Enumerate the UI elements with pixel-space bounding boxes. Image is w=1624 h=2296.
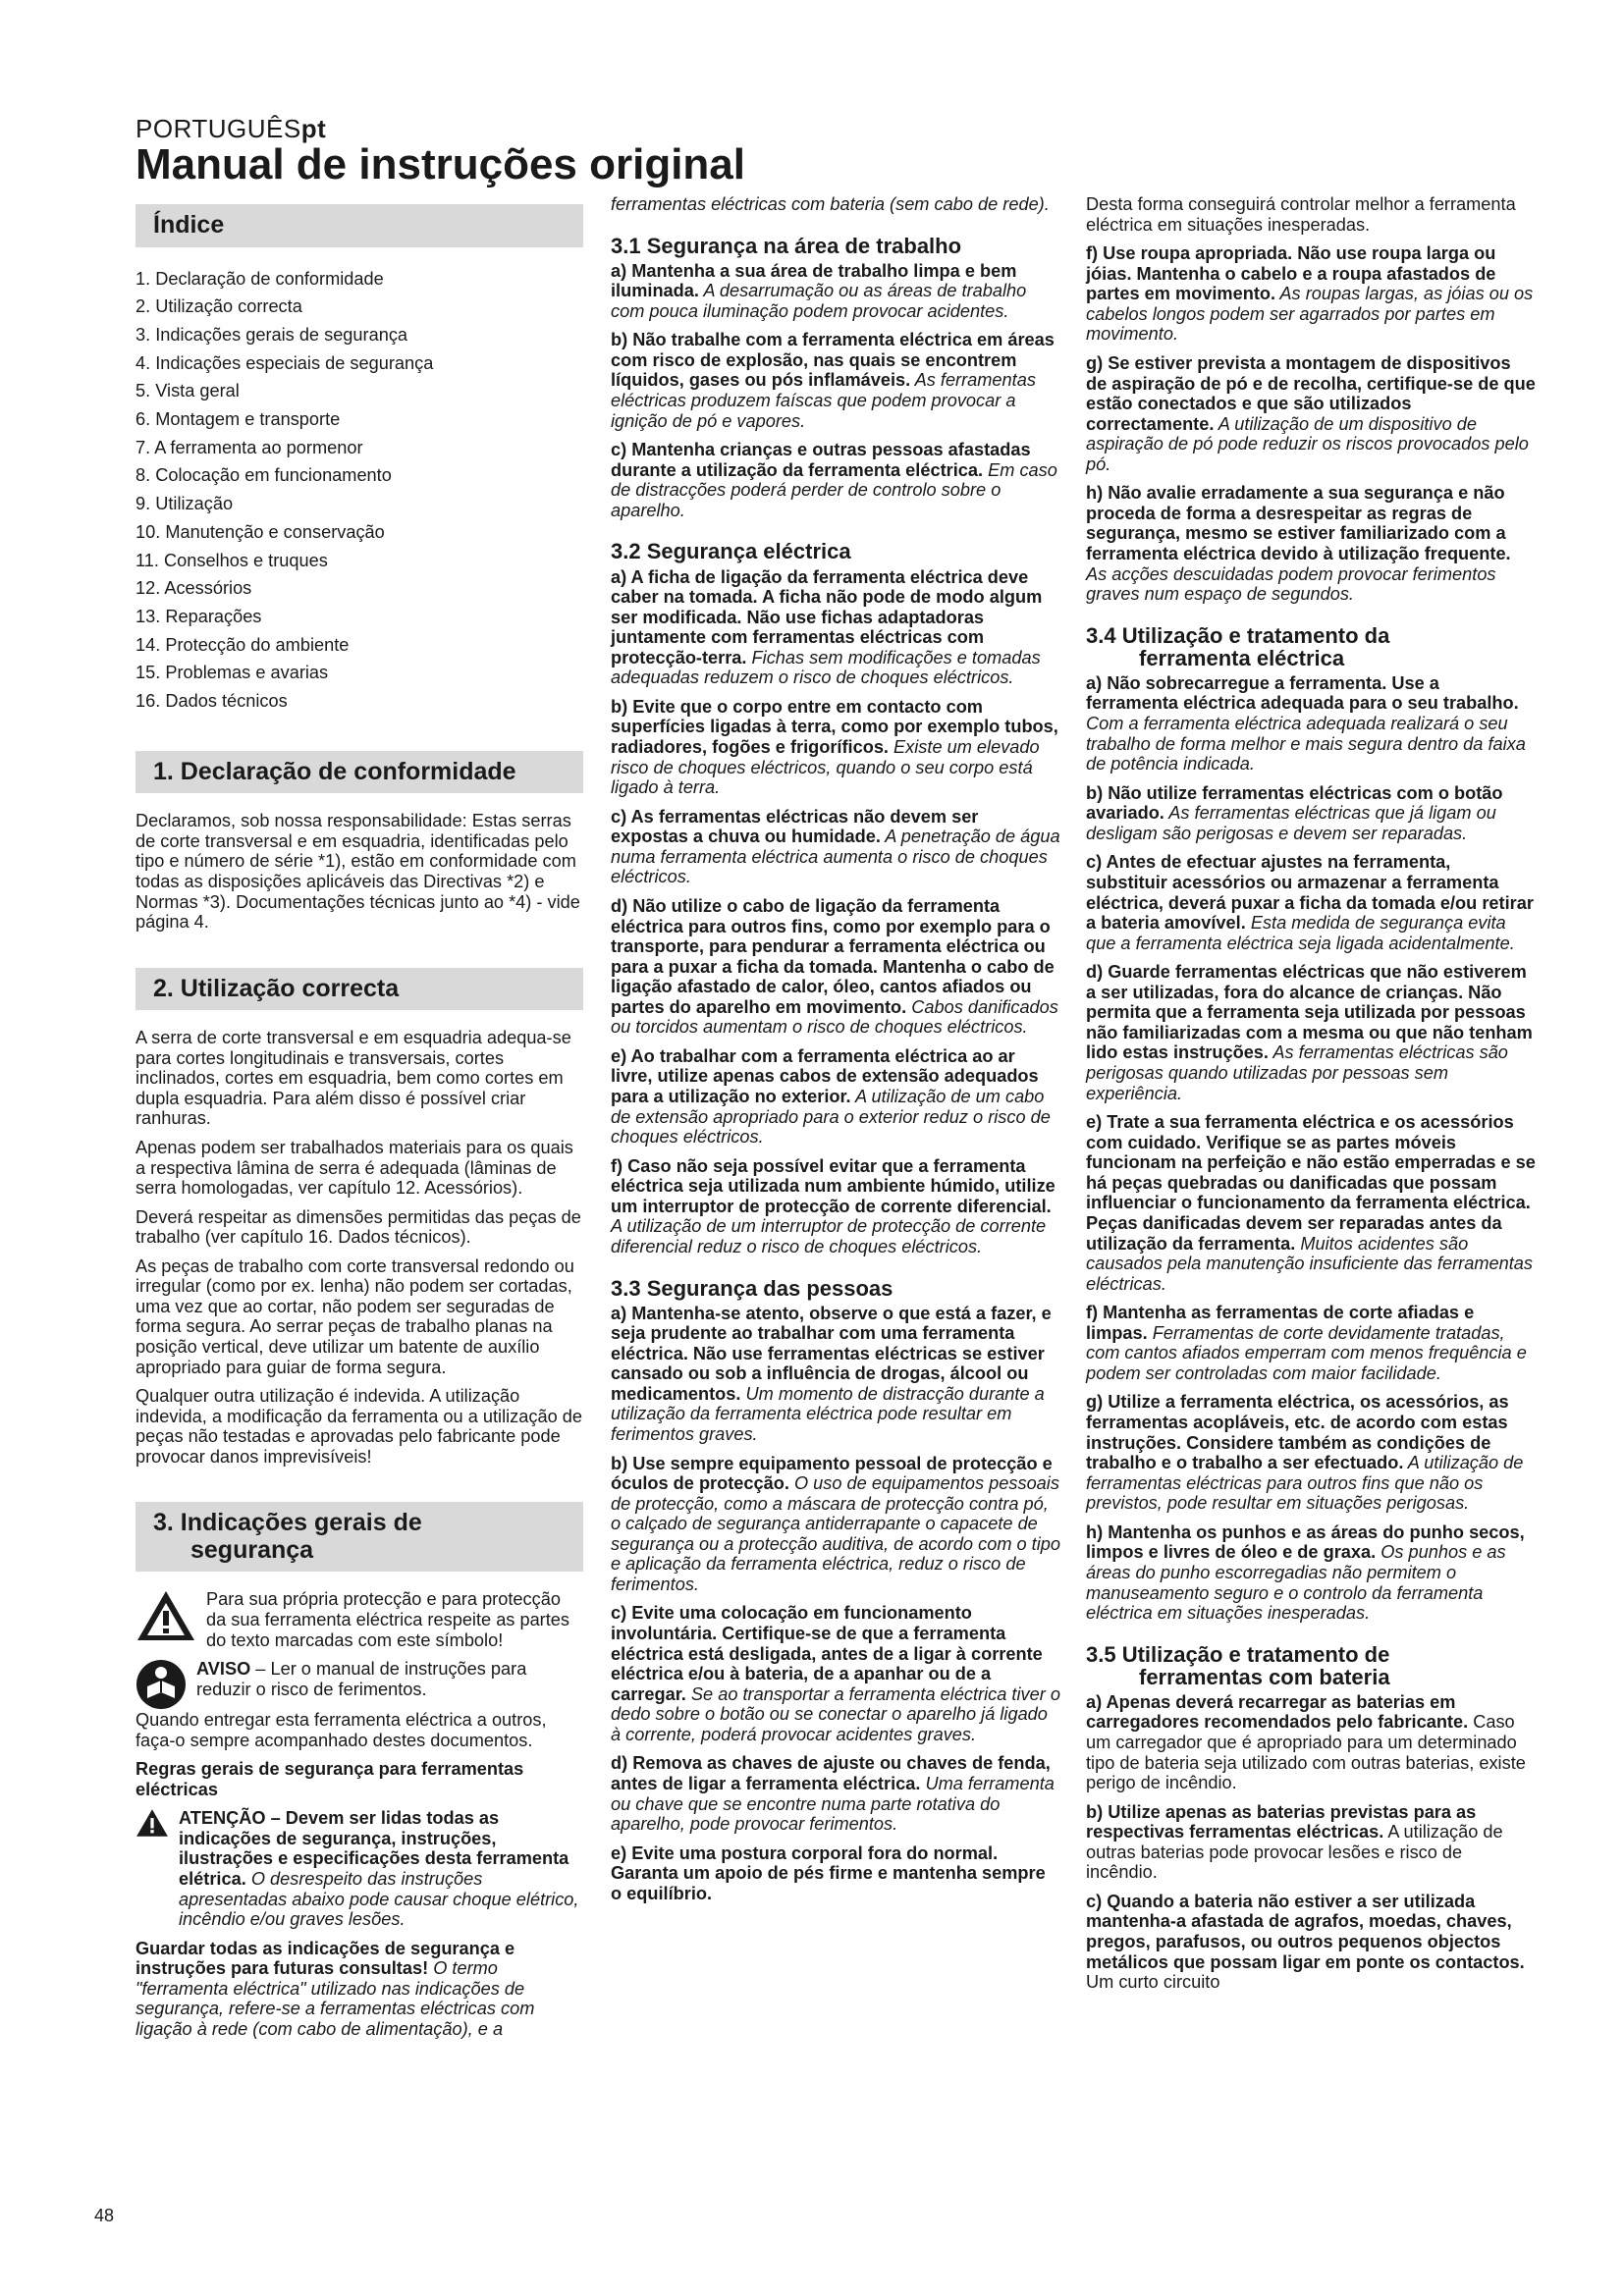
toc-item[interactable]: 4. Indicações especiais de segurança [135, 352, 434, 373]
section-3-4-heading: 3.4 Utilização e tratamento da ferramenta eléctrica [1086, 622, 1390, 670]
s35-item-a: a) Apenas deverá recarregar as baterias em carregadores recomendados pelo fabricante. Caso um carregador que é apropriado para um determinado tipo de bateria seja utilizado com outras baterias, existe perigo de incêndio. [1086, 1691, 1526, 1793]
s33-item-f: f) Use roupa apropriada. Não use roupa larga ou jóias. Mantenha o cabelo e a roupa afastados de partes em movimento. As roupas largas, as jóias ou os cabelos longos podem ser agarrados por partes em movimento. [1086, 243, 1534, 345]
page-number: 48 [94, 2206, 115, 2225]
s35-item-c: c) Quando a bateria não estiver a ser utilizada mantenha-a afastada de agrafos, moedas, chaves, pregos, parafusos, ou outros pequenos objectos metálicos que possam ligar em ponte os contactos. Um curto circuito [1086, 1891, 1525, 1993]
toc-item[interactable]: 7. A ferramenta ao pormenor [135, 437, 363, 457]
s33-item-d: d) Remova as chaves de ajuste ou chaves de fenda, antes de ligar a ferramenta eléctrica. Uma ferramenta ou chave que se encontre numa parte rotativa do aparelho, pode provocar ferimentos. [611, 1753, 1055, 1835]
section-1-heading: 1. Declaração de conformidade [135, 751, 583, 794]
s32-item-c: c) As ferramentas eléctricas não devem ser expostas a chuva ou humidade. A penetração de água numa ferramenta eléctrica aumenta o risco de choques eléctricos. [611, 806, 1060, 887]
s33-item-e: e) Evite uma postura corporal fora do normal. Garanta um apoio de pés firme e mantenha sempre o equilíbrio. [611, 1842, 1046, 1903]
atencao-block [135, 1808, 583, 1938]
toc-item[interactable]: 11. Conselhos e truques [135, 550, 328, 570]
handover-text: Quando entregar esta ferramenta eléctrica a outros, faça-o sempre acompanhado destes documentos. [135, 1710, 547, 1750]
aviso-block [135, 1659, 583, 1710]
toc-item[interactable]: 1. Declaração de conformidade [135, 268, 384, 289]
s34-item-g: g) Utilize a ferramenta eléctrica, os acessórios, as ferramentas acopláveis, etc. de acordo com estas instruções. Considere também as condições de trabalho e o trabalho a ser efectuado. A utilização de ferramentas eléctricas para outros fins que não os previstos, pode resultar em situações perigosas. [1086, 1392, 1524, 1514]
s33-item-h: h) Não avalie erradamente a sua segurança e não proceda de forma a desrespeitar as regras de segurança, mesmo se estiver familiarizado com a ferramenta eléctrica devido à utilização frequente. As acções descuidadas podem provocar ferimentos graves num espaço de segundos. [1086, 483, 1511, 605]
toc-list [135, 265, 583, 716]
page-title: Manual de instruções original [135, 140, 746, 188]
s34-item-c: c) Antes de efectuar ajustes na ferramenta, substituir acessórios ou armazenar a ferramenta eléctrica, deverá puxar a ficha da tomada e/ou retirar a bateria amovível. Esta medida de segurança evita que a ferramenta eléctrica seja ligada acidentalmente. [1086, 852, 1534, 953]
danger-triangle-icon [135, 1808, 169, 1838]
rules-heading: Regras gerais de segurança para ferramentas eléctricas [135, 1759, 524, 1799]
section-3-heading: 3. Indicações gerais de segurança [135, 1502, 583, 1572]
section-2-p5: Qualquer outra utilização é indevida. A utilização indevida, a modificação da ferramenta ou a utilização de peças não testadas e aprovadas pelo fabricante pode provocar danos imprevisíveis! [135, 1386, 582, 1467]
s33-item-c: c) Evite uma colocação em funcionamento involuntária. Certifique-se de que a ferramenta eléctrica está desligada, antes de a ligar à corrente eléctrica e/ou à bateria, de a apanhar ou de a carregar. Se ao transportar a ferramenta eléctrica tiver o dedo sobre o botão ou se conectar o aparelho já ligado à corrente, poderá provocar acidentes graves. [611, 1603, 1060, 1744]
s31-item-c: c) Mantenha crianças e outras pessoas afastadas durante a utilização da ferramenta eléctrica. Em caso de distracções poderá perder de controlo sobre o aparelho. [611, 440, 1057, 520]
s32-item-f: f) Caso não seja possível evitar que a ferramenta eléctrica seja utilizada num ambiente húmido, utilize um interruptor de protecção de corrente diferencial. A utilização de um interruptor de protecção de corrente diferencial reduz o risco de choques eléctricos. [611, 1155, 1056, 1256]
toc-item[interactable]: 13. Reparações [135, 606, 262, 626]
section-2-heading: 2. Utilização correcta [135, 968, 583, 1011]
section-2-p4: As peças de trabalho com corte transversal redondo ou irregular (como por ex. lenha) não podem ser cortadas, uma vez que ao cortar, não podem ser seguradas de forma segura. Ao serrar peças de trabalho planas na posição vertical, deve utilizar um batente de auxílio apropriado para guiar de forma segura. [135, 1255, 574, 1377]
section-2-p2: Apenas podem ser trabalhados materiais para os quais a respectiva lâmina de serra é adequada (lâminas de serra homologadas, ver capítulo 12. Acessórios). [135, 1137, 573, 1199]
symbol-explanation: Para sua própria protecção e para protecção da sua ferramenta eléctrica respeite as partes do texto marcadas com este símbolo! [206, 1589, 570, 1650]
s33-item-g: g) Se estiver prevista a montagem de dispositivos de aspiração de pó e de recolha, certifique-se de que estão conectados e que são utilizados correctamente. A utilização de um dispositivo de aspiração de pó pode reduzir os riscos provocados pelo pó. [1086, 352, 1536, 474]
toc-item[interactable]: 14. Protecção do ambiente [135, 634, 350, 655]
continued-text: ferramentas eléctricas com bateria (sem cabo de rede). [611, 194, 1050, 214]
section-2-p3: Deverá respeitar as dimensões permitidas das peças de trabalho (ver capítulo 16. Dados técnicos). [135, 1206, 581, 1248]
s32-item-e: e) Ao trabalhar com a ferramenta eléctrica ao ar livre, utilize apenas cabos de extensão adequados para a utilização no exterior. A utilização de um cabo de extensão apropriado para o exterior reduz o risco de choques eléctricos. [611, 1045, 1051, 1148]
s34-item-a: a) Não sobrecarregue a ferramenta. Use a ferramenta eléctrica adequada para o seu trabalho. Com a ferramenta eléctrica adequada realizará o seu trabalho de forma melhor e mais segura dentro da faixa de potência indicada. [1086, 672, 1526, 774]
s34-item-h: h) Mantenha os punhos e as áreas do punho secos, limpos e livres de óleo e de graxa. Os punhos e as áreas do punho escorregadias não permitem o manuseamento seguro e o controlo da ferramenta eléctrica em situações inesperadas. [1086, 1522, 1525, 1624]
read-manual-icon [135, 1659, 187, 1710]
toc-item[interactable]: 6. Montagem e transporte [135, 409, 341, 430]
s32-item-d: d) Não utilize o cabo de ligação da ferramenta eléctrica para outros fins, como por exemplo para o transporte, para pendurar a ferramenta eléctrica ou para a puxar a ficha da tomada. Mantenha o cabo de ligação afastado de calor, óleo, cantos afiados ou partes do aparelho em movimento. Cabos danificados ou torcidos aumentam o risco de choques eléctricos. [611, 895, 1058, 1038]
section-3-3-heading: 3.3 Segurança das pessoas [611, 1275, 893, 1301]
s35-item-b: b) Utilize apenas as baterias previstas para as respectivas ferramentas eléctricas. A utilização de outras baterias pode provocar lesões e risco de incêndio. [1086, 1801, 1503, 1883]
section-1-text: Declaramos, sob nossa responsabilidade: Estas serras de corte transversal e em esquadria, identificadas pelo tipo e número de série *1), estão em conformidade com todas as disposições aplicáveis das Directivas *2) e Normas *3). Documentações técnicas junto ao *4) - vide página 4. [135, 811, 580, 933]
s31-item-a: a) Mantenha a sua área de trabalho limpa e bem iluminada. A desarrumação ou as áreas de trabalho com pouca iluminação podem provocar acidentes. [611, 260, 1027, 321]
toc-item[interactable]: 5. Vista geral [135, 381, 240, 401]
s33-item-b: b) Use sempre equipamento pessoal de protecção e óculos de protecção. O uso de equipamentos pessoais de protecção, como a máscara de protecção contra pó, o calçado de segurança antiderrapante o capacete de segurança ou a protecção auditiva, de acordo com o tipo e aplicação da ferramenta eléctrica, reduz o risco de ferimentos. [611, 1453, 1061, 1594]
s34-item-e: e) Trate a sua ferramenta eléctrica e os acessórios com cuidado. Verifique se as partes móveis funcionam na perfeição e não estão emperradas e se há peças quebradas ou danificadas que possam influenciar o funcionamento da ferramenta eléctrica. Peças danificadas devem ser reparadas antes da utilização da ferramenta. Muitos acidentes são causados pela manutenção insuficiente das ferramentas eléctricas. [1086, 1112, 1536, 1294]
guardar-text: Guardar todas as indicações de segurança e instruções para futuras consultas! O termo "ferramenta eléctrica" utilizado nas indicações de segurança, refere-se a ferramentas eléctricas com ligação à rede (com cabo de alimentação), e a [135, 1938, 535, 2039]
language-label: PORTUGUÊSpt [135, 114, 327, 143]
column-2 [611, 194, 1060, 1912]
toc-item[interactable]: 3. Indicações gerais de segurança [135, 324, 408, 345]
toc-item[interactable]: 9. Utilização [135, 494, 234, 514]
toc-item[interactable]: 15. Problemas e avarias [135, 663, 329, 683]
s31-item-b: b) Não trabalhe com a ferramenta eléctrica em áreas com risco de explosão, nas quais se encontrem líquidos, gases ou pós inflamáveis. As ferramentas eléctricas produzem faíscas que podem provocar a ignição de pó e vapores. [611, 330, 1055, 431]
s34-item-f: f) Mantenha as ferramentas de corte afiadas e limpas. Ferramentas de corte devidamente tratadas, com cantos afiados emperram com menos frequência e podem ser controladas com maior facilidade. [1086, 1303, 1527, 1383]
aviso-text: AVISO – Ler o manual de instruções para reduzir o risco de ferimentos. [196, 1659, 527, 1699]
s34-item-d: d) Guarde ferramentas eléctricas que não estiverem a ser utilizadas, fora do alcance de crianças. Não permita que a ferramenta seja utilizada por pessoas não familiarizadas com a mesma ou que não tenham lido estas instruções. As ferramentas eléctricas são perigosas quando utilizadas por pessoas sem experiência. [1086, 962, 1533, 1103]
atencao-text: ATENÇÃO – Devem ser lidas todas as indicações de segurança, instruções, ilustrações e especificações desta ferramenta elétrica. O desrespeito das instruções apresentadas abaixo pode causar choque elétrico, incêndio e/ou graves lesões. [179, 1808, 579, 1930]
toc-heading: Índice [135, 204, 583, 247]
column-3 [1086, 194, 1536, 2002]
section-3-5-heading: 3.5 Utilização e tratamento de ferramentas com bateria [1086, 1641, 1390, 1689]
warning-triangle-icon [135, 1589, 196, 1642]
toc-item[interactable]: 10. Manutenção e conservação [135, 521, 385, 542]
s33-item-e-continued: Desta forma conseguirá controlar melhor a ferramenta eléctrica em situações inesperadas. [1086, 194, 1516, 235]
toc-item[interactable]: 2. Utilização correcta [135, 296, 302, 317]
s32-item-b: b) Evite que o corpo entre em contacto com superfícies ligadas à terra, como por exemplo tubos, radiadores, fogões e frigoríficos. Existe um elevado risco de choques eléctricos, quando o seu corpo está ligado à terra. [611, 696, 1058, 798]
s34-item-b: b) Não utilize ferramentas eléctricas com o botão avariado. As ferramentas eléctricas que já ligam ou desligam são perigosas e devem ser reparadas. [1086, 782, 1503, 843]
s33-item-a: a) Mantenha-se atento, observe o que está a fazer, e seja prudente ao trabalhar com uma ferramenta eléctrica. Não use ferramentas eléctricas se estiver cansado ou sob a influência de drogas, álcool ou medicamentos. Um momento de distracção durante a utilização da ferramenta eléctrica pode resultar em ferimentos graves. [611, 1303, 1052, 1444]
warning-symbol-block [135, 1589, 583, 1659]
column-1 [135, 194, 583, 2049]
section-3-2-heading: 3.2 Segurança eléctrica [611, 539, 851, 564]
toc-item[interactable]: 16. Dados técnicos [135, 691, 288, 712]
toc-item[interactable]: 8. Colocação em funcionamento [135, 465, 392, 486]
section-3-1-heading: 3.1 Segurança na área de trabalho [611, 233, 962, 258]
section-2-p1: A serra de corte transversal e em esquadria adequa-se para cortes longitudinais e transversais, cortes inclinados, cortes em esquadria, bem como cortes em dupla esquadria. Para além disso é possível criar ranhuras. [135, 1028, 571, 1129]
toc-item[interactable]: 12. Acessórios [135, 578, 252, 599]
s32-item-a: a) A ficha de ligação da ferramenta eléctrica deve caber na tomada. A ficha não pode de modo algum ser modificada. Não use fichas adaptadoras juntamente com ferramentas eléctricas com protecção-terra. Fichas sem modificações e tomadas adequadas reduzem o risco de choques eléctricos. [611, 566, 1043, 688]
